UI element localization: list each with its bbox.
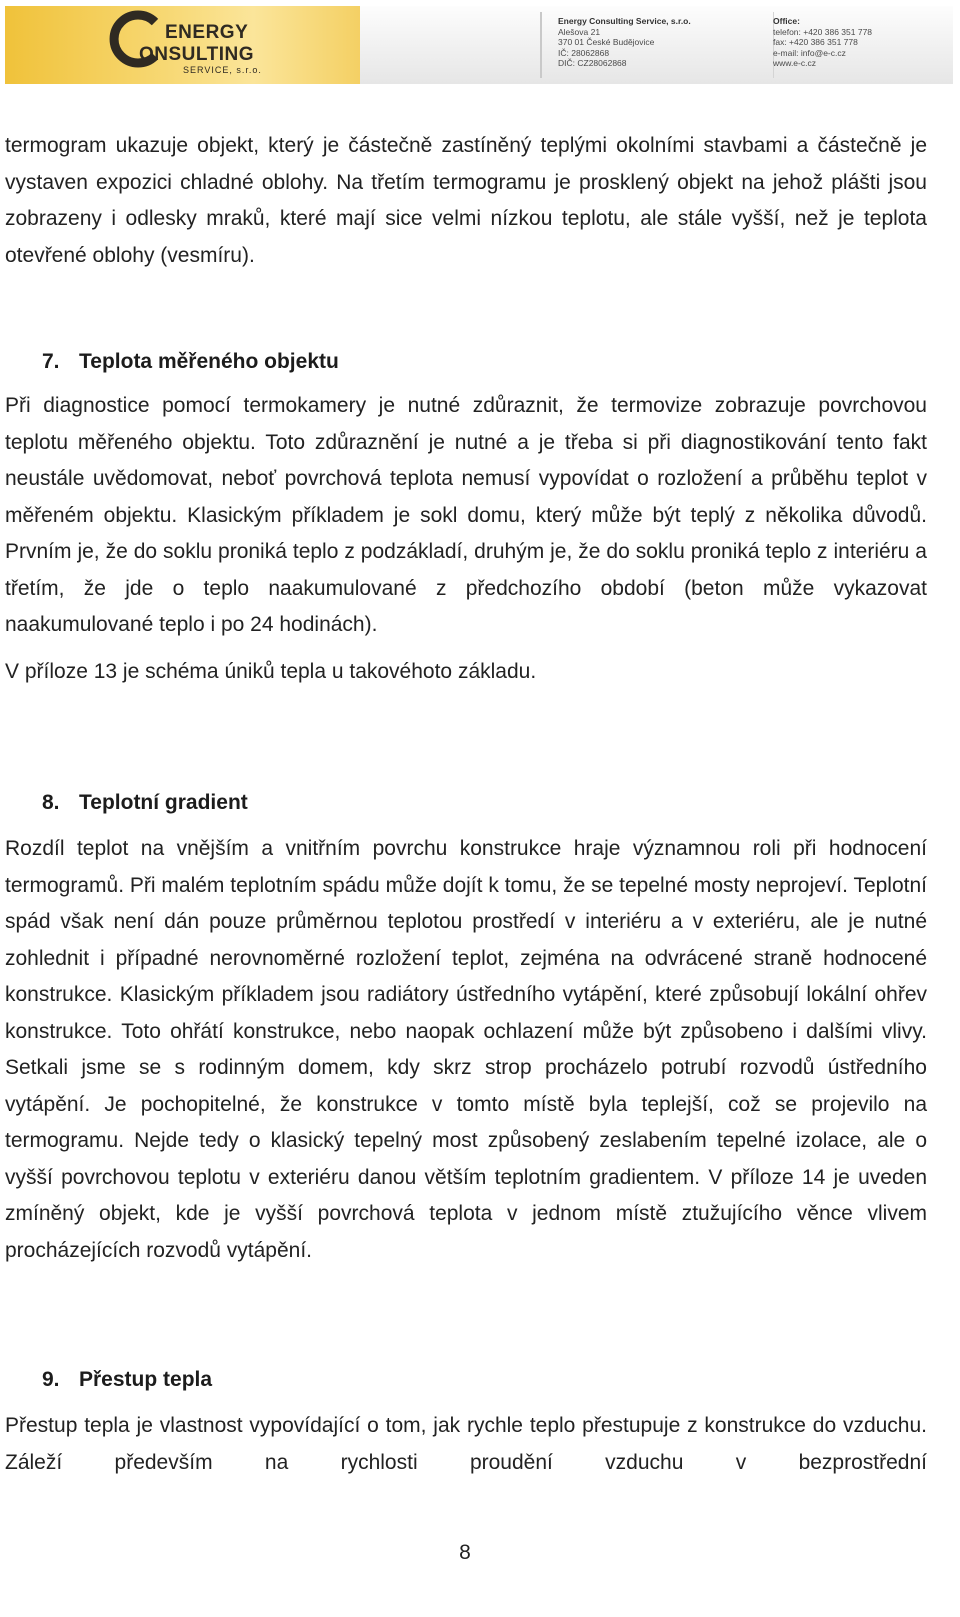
banner-divider (540, 12, 542, 78)
letterhead-banner (5, 6, 953, 84)
section-8 (5, 785, 927, 1269)
office-phone: telefon: +420 386 351 778 (773, 26, 873, 37)
company-city: 370 01 České Budějovice (558, 37, 655, 47)
company-dic: DIČ: CZ28062868 (558, 58, 627, 68)
company-street: Alešova 21 (558, 26, 601, 37)
office-email[interactable]: e-mail: info@e-c.cz (773, 47, 846, 58)
section-title: Přestup tepla (79, 1368, 213, 1391)
section-paragraph: Při diagnostice pomocí termokamery je nutné zdůraznit, že termovize zobrazuje povrchovou teplotu měřeného objektu. Toto zdůraznění je nutné a je třeba si při diagnostikování tento fakt neustále uvědomovat, neboť povrchová teplota nemusí vypovídat o rozložení a průběhu teplot v měřeném objektu. Klasickým příkladem je sokl domu, který může být teplý z několika důvodů. Prvním je, že do soklu proniká teplo z podzákladí, druhým je, že do soklu proniká teplo z interiéru a třetím, že jde o teplo naakumulované z předchozího období (beton může vykazovat naakumulované teplo i po 24 hodinách). (5, 394, 927, 636)
logo-word-service: SERVICE, s.r.o. (183, 65, 262, 75)
section-9 (5, 1362, 927, 1481)
intro-paragraph: termogram ukazuje objekt, který je částečně zastíněný teplými okolními stavbami a částečně je vystaven expozici chladné oblohy. Na třetím termogramu je prosklený objekt na jehož plášti jsou zobrazeny i odlesky mraků, které mají sice velmi nízkou teplotu, ale stále vyšší, než je teplota otevřené oblohy (vesmíru). (5, 134, 927, 267)
company-name: Energy Consulting Service, s.r.o. (558, 16, 691, 26)
office-web[interactable]: www.e-c.cz (773, 58, 816, 68)
section-number: 9. (42, 1368, 60, 1391)
intro-block (5, 128, 927, 274)
section-paragraph: Přestup tepla je vlastnost vypovídající o tom, jak rychle teplo přestupuje z konstrukce do vzduchu. Záleží především na rychlosti proudění vzduchu v bezprostřední (5, 1414, 927, 1474)
logo-word-consulting: ONSULTING (139, 44, 254, 65)
section-heading (5, 344, 927, 380)
section-paragraph: Rozdíl teplot na vnějším a vnitřním povrchu konstrukce hraje významnou roli při hodnocení termogramů. Při malém teplotním spádu může dojít k tomu, že se tepelné mosty neprojeví. Teplotní spád však není dán pouze průměrnou teplotou prostředí v interiéru a v exteriéru, ale je nutné zohlednit i případné nerovnoměrné rozložení teplot, zejména na odvrácené straně hodnocené konstrukce. Klasickým příkladem jsou radiátory ústředního vytápění, které způsobují lokální ohřev konstrukce. Toto ohřátí konstrukce, nebo naopak ochlazení může být způsobeno i dalšími vlivy. Setkali jsme se s rodinným domem, kdy skrz strop procházelo potrubí rozvodů ústředního vytápění. Je pochopitelné, že konstrukce v tomto místě byla teplejší, což se projevilo na termogramu. Nejde tedy o klasický tepelný most způsobený zeslabením tepelné izolace, ale o vyšší povrchovou teplotu v exteriéru danou větším teplotním gradientem. V příloze 14 je uveden zmíněný objekt, kde je vyšší povrchová teplota v jednom místě ztužujícího věnce vlivem procházejících rozvodů vytápění. (5, 837, 927, 1262)
office-label: Office: (773, 16, 800, 26)
section-title: Teplotní gradient (79, 791, 248, 814)
office-fax: fax: +420 386 351 778 (773, 37, 858, 47)
page-number: 8 (459, 1541, 471, 1564)
section-title: Teplota měřeného objektu (79, 350, 339, 373)
section-paragraph: V příloze 13 je schéma úniků tepla u takovéhoto základu. (5, 659, 537, 683)
company-logo (5, 6, 360, 84)
company-ic: IČ: 28062868 (558, 47, 610, 58)
section-7 (5, 344, 927, 690)
company-address (558, 16, 691, 69)
section-number: 7. (42, 350, 60, 373)
section-number: 8. (42, 791, 60, 814)
section-heading (5, 1362, 927, 1398)
section-heading (5, 785, 927, 821)
office-contact (773, 16, 872, 69)
logo-word-energy: ENERGY (165, 22, 249, 43)
